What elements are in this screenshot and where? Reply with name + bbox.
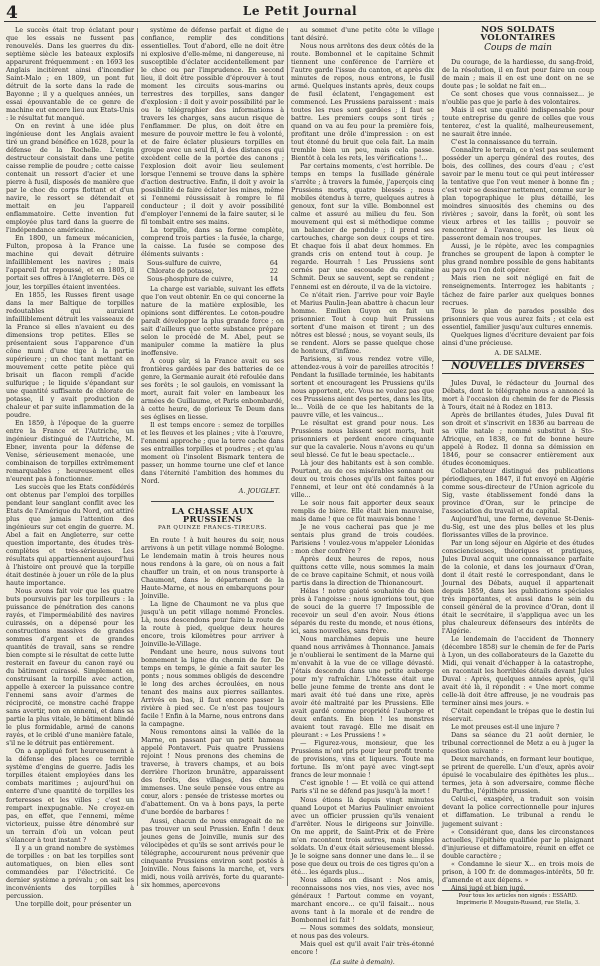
paragraph: Je ne vous cacherai pas que je me sentais plus grand de trois coudées. Parisiens ! voulez-vous m'appeler Léonidas : mon cher confrère ?	[291, 522, 434, 556]
column-divider	[438, 28, 439, 886]
paragraph: La torpille, dans sa forme complète, comprend trois parties : la fusée, la charge, la caisse. La fusée se compose des éléments suivants :	[141, 226, 284, 259]
paragraph: Celui-ci, exaspéré, a traduit son voisin devant la police correctionnelle pour injures et diffamation. Le tribunal a rendu le jugement suivant :	[442, 795, 594, 828]
paragraph: Collaborateur distingué des publications périodiques, en 1847, il fut envoyé en Algérie comme sous-directeur de l'Union agricole du Sig, vaste établissement fondé dans la province d'Oran, sur le principe de l'association du travail et du capital.	[442, 466, 594, 515]
table-row	[147, 259, 278, 267]
composition-label: Sous-phosphure de cuivre,	[147, 275, 234, 284]
article-signature: A. JOUGLET.	[238, 486, 280, 495]
masthead-rule	[4, 21, 596, 22]
composition-value: 22	[269, 267, 278, 276]
paragraph: Ce n'était rien. J'arrive pour voir Bayle et Marius Paulin-Jean abattre à chacun leur homme. Emilien Guyon en fait un prisonnier. Tout à coup huit Prussiens sortent d'une maison et tirent ; un des nôtres est blessé ; nous, se voyant seuls, ils se rendent. Alors se passe quelque chose de honteux, d'infâme.	[291, 290, 434, 355]
paragraph: Nous marchâmes depuis une heure quand nous arrivâmes à Thonnance. Jamais je n'oublierai le sentiment de la Marne qui m'envahit à la vue de ce village dévasté. J'étais descendu dans une petite auberge pour m'y rafraîchir. L'hôtesse était une belle jeune femme de trente ans dont le mari avait été tué dans une rixe, après avoir été maltraité par les Prussiens. Elle avait gardé comme propriété l'auberge et deux enfants. En bien ! les monstres avaient tout ravagé. Elle me disait en pleurant : « Les Prussiens ! »	[291, 635, 434, 740]
footer-rule	[442, 890, 594, 891]
paragraph: Nous remontons ainsi la vallée de la Marne, en passant par un petit hameau appelé Pontavert. Puis quatre Prussiens rejoint ! Nous prenons des chemins de traverse, à travers champs, et au bois derrière l'horizon brunâtre, apparaissent des forêts, des villages, des champs immenses. Une seule pensée vous entre au cœur, alors : pensée de tristesse mortes ou d'abattement. On va à bons pays, la perte d'une bordée de barbares !	[141, 728, 284, 817]
paragraph: — Figurez-vous, monsieur, que les Prussiens m'ont pris pour leur profit trente de provisions, vins et liqueurs. Toute ma fortune. Ils m'ont payé avec vingt-sept francs de leur monnaie !	[291, 739, 434, 780]
paragraph: au sommet d'une petite côte le village tant désiré.	[291, 26, 434, 43]
paragraph: Mais rien ne soit négligé en fait de renseignements. Interrogez les habitants ; tâchez de faire parler aux quelques bonnes recrues.	[442, 274, 594, 307]
imprint-footer	[442, 890, 594, 907]
paragraph: Après de brillantes études, Jules Duval fit son droit et s'inscrivit en 1836 au barreau de sa ville natale ; nommé substitut à Sto-Africque, en 1838, ce fut de bonne heure appelé à Rodez. Il donna sa démission en 1846, pour se consacrer entièrement aux études économiques.	[442, 410, 594, 467]
composition-label: Chlorate de potasse,	[147, 267, 214, 276]
article-signature: A. DE SALME.	[494, 348, 542, 357]
paragraph: Tous le plan de parades possible des prisonniers que vous aurez faits ; et cela est essentiel, familier jusqu'aux cultures ennemis.	[442, 306, 594, 331]
composition-table	[147, 259, 278, 283]
masthead-title: Le Petit Journal	[242, 4, 358, 18]
paragraph: Le soir nous fait apporter deux seaux remplis de bière. Elle était bien mauvaise, mais dame ! que ce fût mauvais bonne !	[291, 498, 434, 523]
paragraph: Nous allons en disant : Nos amis, reconnaissons nos vies, nos vies, avec nos généraux ! Partout comme en voyant, marchant encore... ce qu'il faisait... nous avons tant à la morale et de rendre de Bombonnel ici fait !	[291, 875, 434, 924]
paragraph: Pendant une heure, nous suivons tout bonnement la ligne du chemin de fer. De temps en temps, le génie a fait sauter les ponts ; nous sommes obligés de descendre le long des arches écroulées, en nous tenant des mains aux pierres saillantes. Arrivés en bas, il faut encore passer la rivière à pied sec. Ce n'est pas toujours facile ! Enfin à la Marne, nous entrons dans la campagne.	[141, 648, 284, 729]
section-title: NOUVELLES DIVERSES	[442, 360, 594, 374]
paragraph: « Considérant que, dans les circonstances actuelles, l'épithète qualifiée par le plaignant d'injurieuse et diffamatoire, réunit en effet ce double caractère ;	[442, 827, 594, 860]
paragraph: En 1800, un fameux mécanicien, Fulton, proposa à la France une machine qui devait détruire infailliblement les navires ; mais l'appareil fut repoussé, et en 1805, il portait ses offres à l'Angleterre. Dès ce jour, les torpilles étaient inventées.	[6, 234, 134, 291]
paragraph: A coup sûr, si la France avait eu ses frontières gardées par des batteries de ce genre, la Germanie aurait été refoulée dans ses forêts ; le sol gaulois, en vomissant la mort, aurait fait voler en lambeaux les armées de Guillaume, et Paris enbombardé, à cette heure, de glorieux Te Deum dans ses églises en liesse.	[141, 356, 284, 421]
paragraph: Deux marchands, en formant leur boutique, se prirent de querelle. L'un d'eux, après avoir épuisé le vocabulaire des épithètes les plus... termes, jeta à son adversaire, comme flèche du Parthe, l'épithète prussien.	[442, 755, 594, 796]
paragraph: Connaître le terrain, ce n'est pas seulement posséder un aperçu général des routes, des bois, des collines, des cours d'eau ; c'est savoir par le menu tout ce qui peut intéresser la tentative que l'on veut mener à bonne fin ; c'est voir se dessiner nettement, comme sur le plan topographique le plus détaillé, les moindres sinuosités des chemins ou des rivières ; savoir, dans la forêt, où sont les vieux arbres et les taillis ; pouvoir se rencontrer à l'avance, sur les lieux où passeront demain nos troupes.	[442, 146, 594, 243]
paragraph: « Condamne le sieur X... en trois mois de prison, à 100 fr. de dommages-intérêts, 50 fr. d'amende et aux dépens. »	[442, 859, 594, 884]
paragraph: Hélas ! notre gaieté souhaitée du bien près à l'angoisse : nous ignorions tout, que de souci de la guerre !? Impossible de recevoir un seul d'en avoir. Nous étions séparés du reste du monde, et nous étions, ici, sans nouvelles, sans frère.	[291, 587, 434, 636]
paragraph: C'est la connaissance du terrain.	[451, 138, 558, 147]
paragraph: Dans sa séance du 21 août dernier, le tribunal correctionnel de Metz a eu à juger la question suivante :	[442, 731, 594, 756]
paragraph: On en revint à une idée plus ingénieuse dont les Anglais avaient tiré un grand bénéfice en 1628, pour la défense de la Rochelle. L'engin destructeur consistait dans une petite caisse remplie de poudre ; cette caisse contenait un ressort d'acier et une pierre à fusil, disposés de manière que par le choc du corps flottant et d'un navire, le ressort se détendait et mettait en jeu l'appareil enflammatoire. Cette invention fut employée plus tard dans la guerre de l'indépendance américaine.	[6, 122, 134, 235]
table-row	[147, 275, 278, 283]
paragraph: La ligne de Chaumont ne va plus que jusqu'à un petit village nommé Froncles. Là, nous descendons pour faire la route de la route à pied, quelque deux heures encore, trois kilomètres pour arriver à Joinville-le-Village.	[141, 600, 284, 649]
column-4	[442, 25, 594, 892]
column-divider	[287, 28, 288, 886]
paragraph: Aussi, chacun de nous enrageait de ne pas trouver un seul Prussien. Enfin ! deux jeunes gens de Joinville, munis sur des vélocipèdes et qu'ils se sont arrivés pour le télégraphe, accoururent nous prévenir que cinquante Prussiens environ sont postés à Joinville. Nous faisons la marche, et, vers midi, nous voilà arrivés, forte du quarante-six hommes, apercevons	[141, 816, 284, 889]
paragraph: système de défense parfait et digne de confiance, remplir des conditions essentielles. Tout d'abord, elle ne doit être ni explosive d'elle-même, ni dangereuse, ni susceptible d'éclater accidentellement par le choc ou par l'imprudence. En second lieu, il doit être possible d'éprouver à tout moment les circuits sous-marins ou terrestres des torpilles, sans danger d'explosion : il doit y avoir possibilité par le ou le télégraphier des informations à travers les charges, sans aucun risque de l'enflammer. De plus, on doit être en mesure de pouvoir mettre le feu à volonté, et de faire éclater plusieurs torpilles en groupe avec un seul fil, à des distances qui excèdent celle de la portée des canons ; l'explosion doit avoir lieu seulement lorsque l'ennemi se trouve dans la sphère d'action destructive. Enfin, il doit y avoir la possibilité de faire éclater les mines, même si l'ennemi réussissait à rompre le fil conducteur ; il doit y avoir possibilité d'employer l'ennemi de la faire sauter, si le fil tombait entre ses mains.	[141, 26, 284, 227]
paragraph: En 1855, les Russes firent usage dans la mer Baltique de torpilles redoutables qui auraient infailliblement détruit les vaisseaux de la France si elles n'avaient eu des dimensions trop petites. Elles se présentaient sous l'apparence d'un cône muni d'une tige à la partie supérieure ; un choc tant mettant en mouvement cette petite pièce qui brisait un flacon rempli d'acide sulfurique ; le liquide s'épandant sur une quantité suffisante de chlorate de potasse, il y avait production de chaleur et par suite inflammation de la poudre.	[6, 290, 134, 419]
paragraph: Aujourd'hui, une ferme, devenue St-Denis-du-Sig, est une des plus belles et les plus florissantes villes de la province.	[442, 514, 594, 539]
paragraph: C'était cependant le trépas que le destin lui réservait.	[442, 707, 594, 724]
paragraph: La charge est variable, suivant les effets que l'on veut obtenir. En ce qui concerne la nature de la matière explosible, les opinions sont différentes. Le coton-poudre paraît développer la plus grande force ; on sait d'ailleurs que cette substance prépare selon le procédé de M. Abel, peut se manipuler comme la matière la plus inoffensive.	[141, 284, 284, 357]
footer-printer-line: Imprimerie P. Mouguin-Rusand, rue Stella, 3.	[456, 900, 580, 906]
section-subtitle: Coups de main	[484, 43, 552, 54]
paragraph: En 1859, à l'époque de la guerre entre la France et l'Autriche, un ingénieur distingué de l'Autriche, M. Ebner, inventa pour la défense de Venise, sérieusement menacée, une combinaison de torpilles extrêmement remarquables ; heureusement elles n'eurent pas à fonctionner.	[6, 418, 134, 483]
paragraph: Quelques lignes d'écriture devaient par fois ainsi d'une précieuse.	[442, 330, 594, 347]
paragraph: Du courage, de la hardiesse, du sang-froid, de la résolution, il en faut pour faire un coup de main ; mais il en est une dont on ne se doute pas ; le soldat ne fait en...	[442, 58, 594, 91]
paragraph: Ce sont choses que vous connaissez... je n'oublie pas que je parle à des volontaires.	[442, 90, 594, 107]
paragraph: Il est temps encore : semez de torpilles et les fleuves et les plaines ; vite à l'œuvre, l'ennemi approche ; que la terre cache dans ses entrailles torpilles et poudres ; et qu'au moment où l'insolent Bismark tentera de passer, un homme tourne une clef et lance dans l'éternité l'ambition des hommes du Nord.	[141, 420, 284, 485]
footer-editor-line: Pour tous les articles non signés : ESSARD.	[458, 893, 578, 899]
paragraph: Nous avons fait voir que les quatre buts poursuivis par les torpilleurs : la puissance de pénétration des canons rayés, et l'imperméabilité des navires cuirassés, on a dépensé pour les constructions massives de grandes sommes d'argent et de grandes quantités de travail, sans se rendre bien compte si le résultat de cette lutte resterait en faveur du canon rayé ou du bâtiment cuirassé. Simplement en construisant la torpille avec action, appelle à exercer la puissance contre l'ennemi sans avoir d'armes de réciprocité, ce monstre caché frappe sans avertir, non en ennemi, et dans sa partie la plus vitale, le bâtiment blindé le plus formidable, armé de canons rayés, et le criblé d'une manière fatale, s'il ne le détruit pas entièrement.	[6, 587, 134, 748]
composition-label: Sous-sulfure de cuivre,	[147, 259, 222, 268]
paragraph: Le succès était trop éclatant pour que les essais ne fussent pas renouvelés. Dans les guerres du dix-septième siècle les bateaux explosifs apparurent fréquemment : en 1693 les Anglais incitèrent ainsi d'incendier Saint-Malo ; en 1809, un pont fut détruit de la sorte dans la rade de Bayonne ; il y a quelques années, un essai épouvantable de ce genre de machine eut encore lieu aux Etats-Unis : le résultat fut manqué.	[6, 26, 134, 123]
continuation-note: (La suite à demain).	[330, 957, 395, 966]
paragraph: Après deux heures de repos, nous quittons cette ville, nous sommes la main de ce brave capitaine Schmit, et nous voilà partis dans la direction de Thionancourt.	[291, 555, 434, 588]
paragraph: Nous nous arrêtons des deux côtés de la route. Bombonnel et le capitaine Schmit tiennent une conférence de l'arrière et l'autre garde l'issue du canton, et après dix minutes de repos, nous entrons, le fusil armé. Quelques instants après, deux coups de fusil éclatent, l'engagement est commencé. Les Prussiens paraissent : mais toutes les rues sont gardées ; il faut se battre. Les premiers coups sont tirés ; quand on va au feu pour la première fois, profitant une drôle d'impression : on est tout étonné du bruit que cela fait. La main tremble bien un peu, mais cela passe. Bientôt à cela les rets, les vérifications !...	[291, 42, 434, 163]
paragraph: Ainsi jugé et bien jugé.	[451, 883, 526, 892]
paragraph: Mais il est une qualité indispensable pour toute entreprise du genre de celles que vous tenterez, c'est la qualité, malheureusement, ne saurait être innée.	[442, 106, 594, 139]
paragraph: Par certains moments, c'est horrible. De temps en temps la fusillade générale s'arrête ; à travers la fumée, j'aperçois cinq Prussiens morts, quatre blessés ; nous mobiles étendus à terre, quelques autres à genoux, font sur la ville. Bombonnel est calme et assuré au milieu du feu. Son mouvement qui est si méthodique comme un balancier de pendule ; il prend ses cartouches, charge son deux coups et tire. Et chaque fois il abat deux hommes. En grands cris on entend tout à coup. Je regarde. Hourrah ! Les Prussiens sont cernés par une escouade du capitaine Schmit. Deux se sauvent, sept se rendent ; l'ennemi est en déroute, il va de la victoire.	[291, 162, 434, 291]
page-number: 4	[6, 3, 18, 23]
column-divider	[137, 28, 138, 886]
paragraph: Jules Duval, le rédacteur du Journal des Débats, dont le télégraphe nous a annoncé la mort à l'occasion du chemin de fer de Plessis à Tours, était né à Rodez en 1813.	[442, 378, 594, 411]
paragraph: Parisiens, si vous rendez votre ville, attendez-vous à voir de pareilles atrocités ! Pendant la fusillade terminée, les habitants sortent et encouragent les Prussiens qu'ils nous apportent, etc. Vous ne voulez pas que ces Prussiens aient des pertes, dans les lits, le... Voilà de ce que les habitants de la pauvre ville, et les vaincus...	[291, 354, 434, 419]
column-2	[141, 26, 284, 888]
paragraph: Les succès que les Etats confédérés ont obtenus par l'emploi des torpilles pendant leur sanglant conflit avec les Etats de l'Amérique du Nord, ont attiré plus que jamais l'attention des ingénieurs sur cet engin de guerre. M. Abel a fait en Angleterre, sur cette question importante, des études très-complètes et très-sérieuses. Les résultats qui appartiennent aujourd'hui à l'histoire ont prouvé que la torpille était destinée à jouer un rôle de la plus haute importance.	[6, 482, 134, 588]
paragraph: — Nous sommes des soldats, monsieur, et nous pas des voleurs.	[291, 923, 434, 940]
section-subtitle: PAR QUINZE FRANCS-TIREURS.	[157, 524, 268, 531]
paragraph: Une torpille doit, pour présenter un	[15, 899, 132, 908]
paragraph: Nous étions là depuis vingt minutes quand Loupot et Marius Paulinier envoient avec un officier prussien qu'ils venaient d'arrêter. Nous le dirigeons sur Joinville. On me apprit, de Saint-Prix et de Frère m'en racontent trois autres, mais simples soldats. Un d'eux était sérieusement blessé. Je le soigne sans donner une dans le... il se pose que deux ou trois de ces tigres qu'on a été... les égards plus...	[291, 795, 434, 876]
paragraph: Mais quel est qu'il avait l'air très-étonné encore !	[291, 939, 434, 956]
paragraph: On a appliqué fort heureusement à la défense des places ce terrible système d'engins de guerre. Jadis les torpilles étaient employées dans les combats maritimes ; aujourd'hui on enterre d'une quantité de torpilles les forteresses et les villes ; c'est un rempart inexpugnable. Ne croyez-en pas, en effet, que l'ennemi, même victorieux, puisse être dénombré sur un terrain d'où un volcan peut s'élancer à tout instant ?	[6, 747, 134, 844]
section-rule	[151, 501, 274, 502]
paragraph: En route ! à huit heures du soir, nous arrivons à un petit village nommé Bologne. Le lendemain matin à trois heures nous nous rendons à la gare, où on nous a fait chauffer un train, et on nous transporte à Chaumont, dans le département de la Haute-Marne, et nous en embarquons pour Joinville.	[141, 535, 284, 601]
column-3	[291, 26, 434, 966]
paragraph: C'est ignoble ! — Et voilà ce qui attend Paris s'il ne se défend pas jusqu'à la mort !	[291, 779, 434, 796]
paragraph: Il y a un grand nombre de systèmes de torpilles : on bat les torpilles sont automatiques, on bien elles sont commandées par l'électricité. Ce dernier système a prévalu ; on sait les inconvénients des torpilles à percussion.	[6, 843, 134, 900]
composition-value: 14	[269, 275, 278, 284]
paragraph: Le résultat est grand pour nous. Les Prussiens nous laissent sept morts, huit prisonniers et perdent encore cinquante sur que la cavalerie. Nous n'avons eu qu'un seul blessé. Ce fut le beau spectacle...	[291, 418, 434, 459]
paragraph: Là jour des habitants est à son comble. Pourtant, au de ces misérables sonnant ou deux ou trois choses qu'ils ont faites pour l'ennemi, et leur ont été condamnés à la ville...	[291, 458, 434, 499]
composition-value: 64	[269, 259, 278, 268]
paragraph: Aussi, je le répète, avec les compagnies franches se groupent de lapon à compter le plus grand nombre possible de gens habitants au pays ou l'on doit opérer.	[442, 242, 594, 275]
section-title: NOS SOLDATS VOLONTAIRES	[480, 25, 556, 44]
paragraph: Par un long séjour en Algérie et des études consciencieuses, théoriques et pratiques, Jules Duval acquit une connaissance parfaite de la colonie, et dans les journaux d'Oran, dont il était resté le correspondant, dans le Journal des Débats, auquel il appartenait depuis 1859, dans les publications spéciales très importantes, et aussi dans le sein du conseil général de la province d'Oran, dont il était le secrétaire, il s'appliqua avec un les plus chaleureux défenseurs des intérêts de l'Algérie.	[442, 538, 594, 636]
column-1	[6, 26, 134, 908]
paragraph: Le mot preuses est-il une injure ?	[451, 723, 560, 732]
table-row	[147, 267, 278, 275]
section-title: LA CHASSE AUX PRUSSIENS	[171, 505, 254, 524]
paragraph: Le lendemain de l'accident de Thonnery (décembre 1858) sur le chemin de fer de Paris à Lyon, un des collaborateurs de la Gazette du Midi, qui venait d'échapper à la catastrophe, en racontait les horribles détails devant Jules Duval : Après, quelques années après, qu'il avait été là, il répondit : « Une mort comme celle-là doit être affreuse, je ne voudrais pas terminer ainsi mes jours. »	[442, 635, 594, 708]
